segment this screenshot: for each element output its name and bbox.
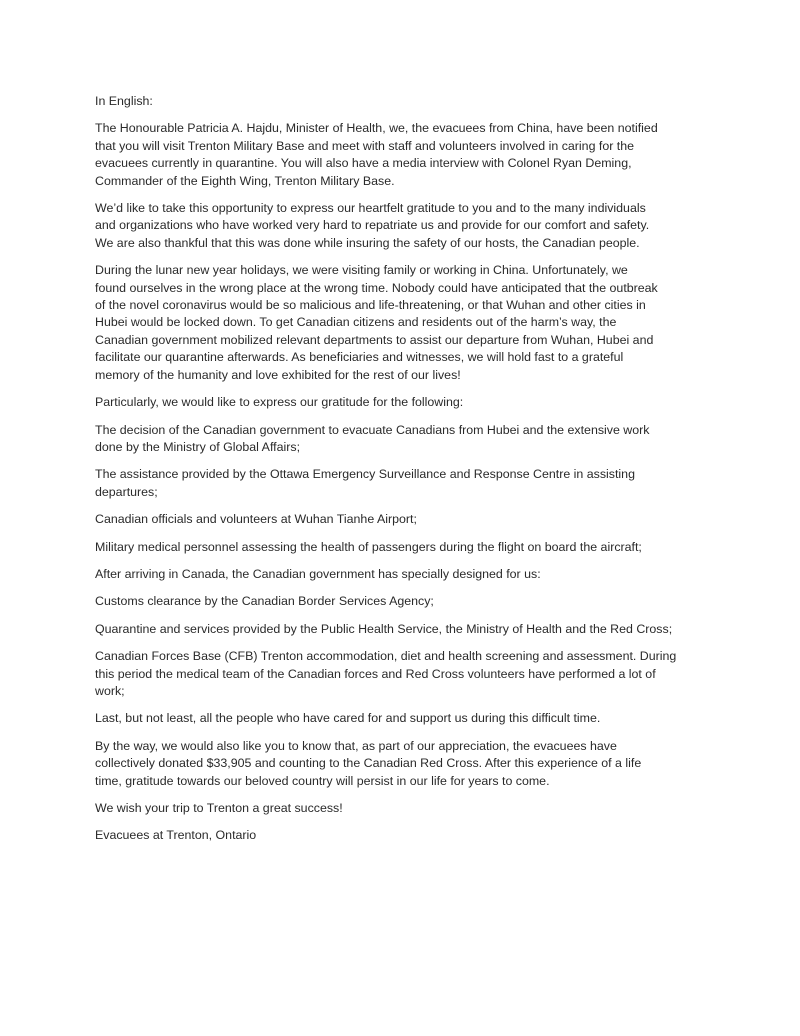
paragraph-government-decision: The decision of the Canadian government to evacuate Canadians from Hubei and the extensive work done by the Ministry of Global Affairs; [95,422,650,454]
paragraph-ottawa-centre: The assistance provided by the Ottawa Emergency Surveillance and Response Centre in assisting departures; [95,467,635,499]
paragraph-airport-officials: Canadian officials and volunteers at Wuhan Tianhe Airport; [95,512,417,527]
document-heading: In English: [95,94,153,108]
paragraph-donation: By the way, we would also like you to know that, as part of our appreciation, the evacuees have collectively donated $33,905 and counting to the Canadian Red Cross. After this experience of a life time, gratitude towards our beloved country will persist in our life for years to come. [95,738,642,788]
paragraph-last-but-not-least: Last, but not least, all the people who have cared for and support us during this difficult time. [95,711,601,726]
paragraph-gratitude: We’d like to take this opportunity to express our heartfelt gratitude to you and to the many individuals and organizations who have worked very hard to repatriate us and provide for our comfort and safety. We are also thankful that this was done while insuring the safety of our hosts, the Canadian people. [95,201,650,250]
paragraph-intro: The Honourable Patricia A. Hajdu, Minister of Health, we, the evacuees from China, have been notified that you will visit Trenton Military Base and meet with staff and volunteers involved in caring for the evacuees currently in quarantine. You will also have a media interview with Colonel Ryan Deming, Commander of the Eighth Wing, Trenton Military Base. [95,121,658,188]
signature: Evacuees at Trenton, Ontario [95,828,257,843]
paragraph-particularly: Particularly, we would like to express our gratitude for the following: [95,395,464,410]
paragraph-customs: Customs clearance by the Canadian Border Services Agency; [95,594,434,609]
paragraph-cfb-trenton: Canadian Forces Base (CFB) Trenton accommodation, diet and health screening and assessment. During this period the medical team of the Canadian forces and Red Cross volunteers have performed a lot of work; [95,649,677,698]
paragraph-military-medical: Military medical personnel assessing the health of passengers during the flight on board the aircraft; [95,539,642,554]
paragraph-after-arriving: After arriving in Canada, the Canadian government has specially designed for us: [95,566,541,581]
paragraph-well-wishes: We wish your trip to Trenton a great success! [95,801,343,815]
paragraph-quarantine-services: Quarantine and services provided by the Public Health Service, the Ministry of Health and the Red Cross; [95,621,673,636]
paragraph-lunar-new-year: During the lunar new year holidays, we were visiting family or working in China. Unfortunately, we found ourselves in the wrong place at the wrong time. Nobody could have anticipated that the outbreak of the novel coronavirus would be so malicious and life-threatening, or that Wuhan and other cities in Hubei would be locked down. To get Canadian citizens and residents out of the harm’s way, the Canadian government mobilized relevant departments to assist our departure from Wuhan, Hubei and facilitate our quarantine afterwards. As beneficiaries and witnesses, we will hold fast to a grateful memory of the humanity and love exhibited for the rest of our lives! [95,263,658,382]
